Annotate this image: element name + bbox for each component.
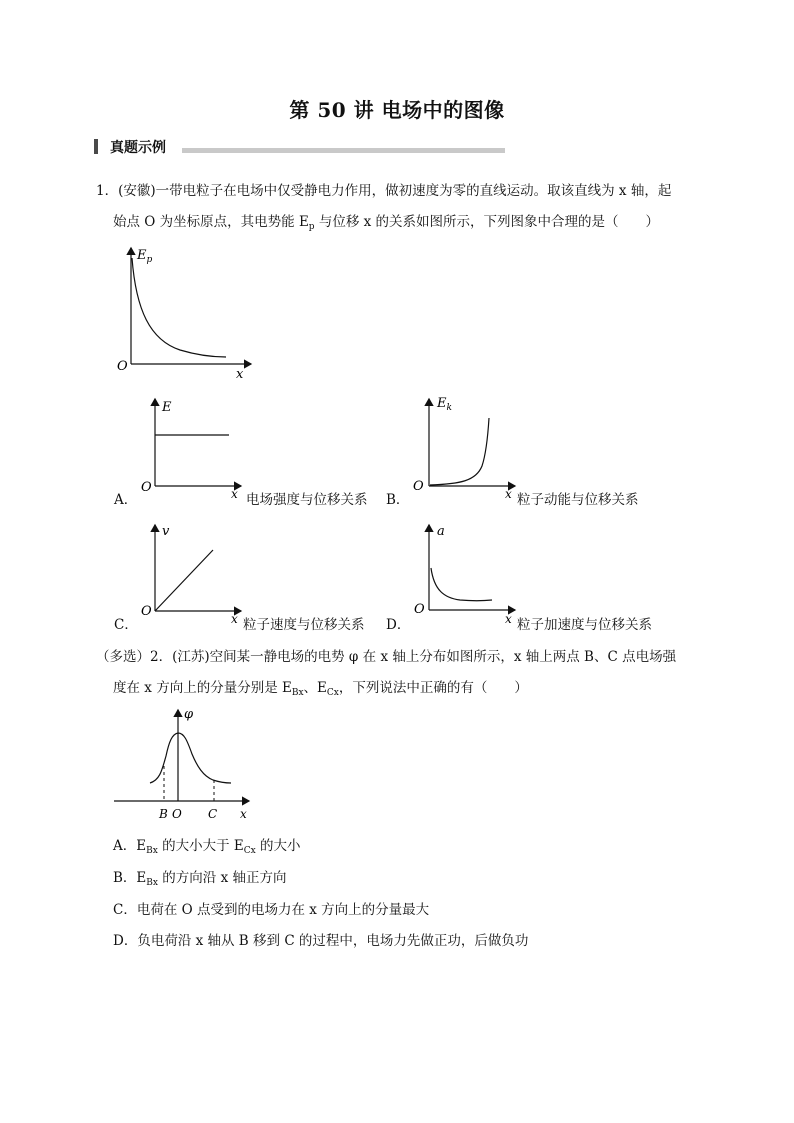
q1-line-2: 始点 O 为坐标原点，其电势能 $E_p$ 与位移 x 的关系如图所示，下列图象中合理的是（ ） — [113, 214, 660, 232]
o-point-label: O — [172, 807, 182, 821]
phi-x-graph — [110, 704, 260, 826]
q1-line-1: 1．(安徽)一带电粒子在电场中仅受静电力作用，做初速度为零的直线运动。取该直线为 x 轴，起 — [96, 183, 672, 199]
v-line — [155, 550, 213, 611]
option-d-letter: D． — [386, 617, 411, 633]
section-rule — [182, 148, 505, 153]
y-axis-label: E — [162, 400, 172, 415]
y-axis-label: $E_p$ — [137, 248, 153, 265]
phi-curve — [150, 733, 231, 783]
option-b-caption: 粒子动能与位移关系 — [517, 492, 639, 508]
option-a-caption: 电场强度与位移关系 — [246, 492, 368, 508]
ep-x-graph — [110, 240, 260, 380]
b-point-label: B — [159, 807, 168, 821]
q2-option-a: A．$E_{Bx}$ 的大小大于 $E_{Cx}$ 的大小 — [113, 838, 301, 856]
x-axis-label: x — [240, 807, 247, 821]
origin-label: O — [117, 359, 128, 374]
option-d-caption: 粒子加速度与位移关系 — [517, 617, 652, 633]
y-axis-label: v — [162, 524, 170, 539]
y-axis-label: $E_k$ — [437, 396, 452, 413]
x-axis-label: x — [505, 612, 512, 625]
option-a-graph — [138, 394, 248, 499]
x-axis-label: x — [231, 487, 238, 499]
option-a-letter: A． — [114, 492, 138, 508]
x-axis-label: x — [236, 367, 244, 380]
option-b-graph — [410, 390, 520, 500]
section-label: 真题示例 — [110, 140, 166, 156]
y-axis-label: a — [437, 524, 445, 539]
origin-label: O — [141, 604, 152, 619]
q2-option-c: C．电荷在 O 点受到的电场力在 x 方向上的分量最大 — [113, 902, 430, 918]
q2-option-d: D．负电荷沿 x 轴从 B 移到 C 的过程中，电场力先做正功，后做负功 — [113, 933, 529, 949]
x-axis-label: x — [505, 487, 512, 500]
page-title: 第 50 讲 电场中的图像 — [289, 98, 505, 122]
a-curve — [431, 568, 492, 601]
x-axis-label: x — [231, 612, 238, 625]
option-c-graph — [138, 520, 248, 625]
option-c-caption: 粒子速度与位移关系 — [243, 617, 365, 633]
ek-curve — [430, 418, 489, 485]
q2-option-b: B．$E_{Bx}$ 的方向沿 x 轴正方向 — [113, 870, 287, 888]
q2-line-1: （多选）2．(江苏)空间某一静电场的电势 φ 在 x 轴上分布如图所示，x 轴上两点 B、C 点电场强 — [96, 649, 677, 665]
ep-curve — [132, 258, 226, 357]
option-b-letter: B． — [386, 492, 410, 508]
origin-label: O — [141, 480, 152, 495]
section-marker — [94, 139, 98, 154]
y-axis-label: φ — [184, 707, 194, 722]
q2-line-2: 度在 x 方向上的分量分别是 $E_{Bx}$、$E_{Cx}$，下列说法中正确的有（ ） — [113, 680, 528, 698]
option-c-letter: C． — [114, 617, 138, 633]
origin-label: O — [413, 479, 424, 494]
option-d-graph — [410, 520, 520, 625]
c-point-label: C — [208, 807, 218, 821]
origin-label: O — [414, 602, 425, 617]
